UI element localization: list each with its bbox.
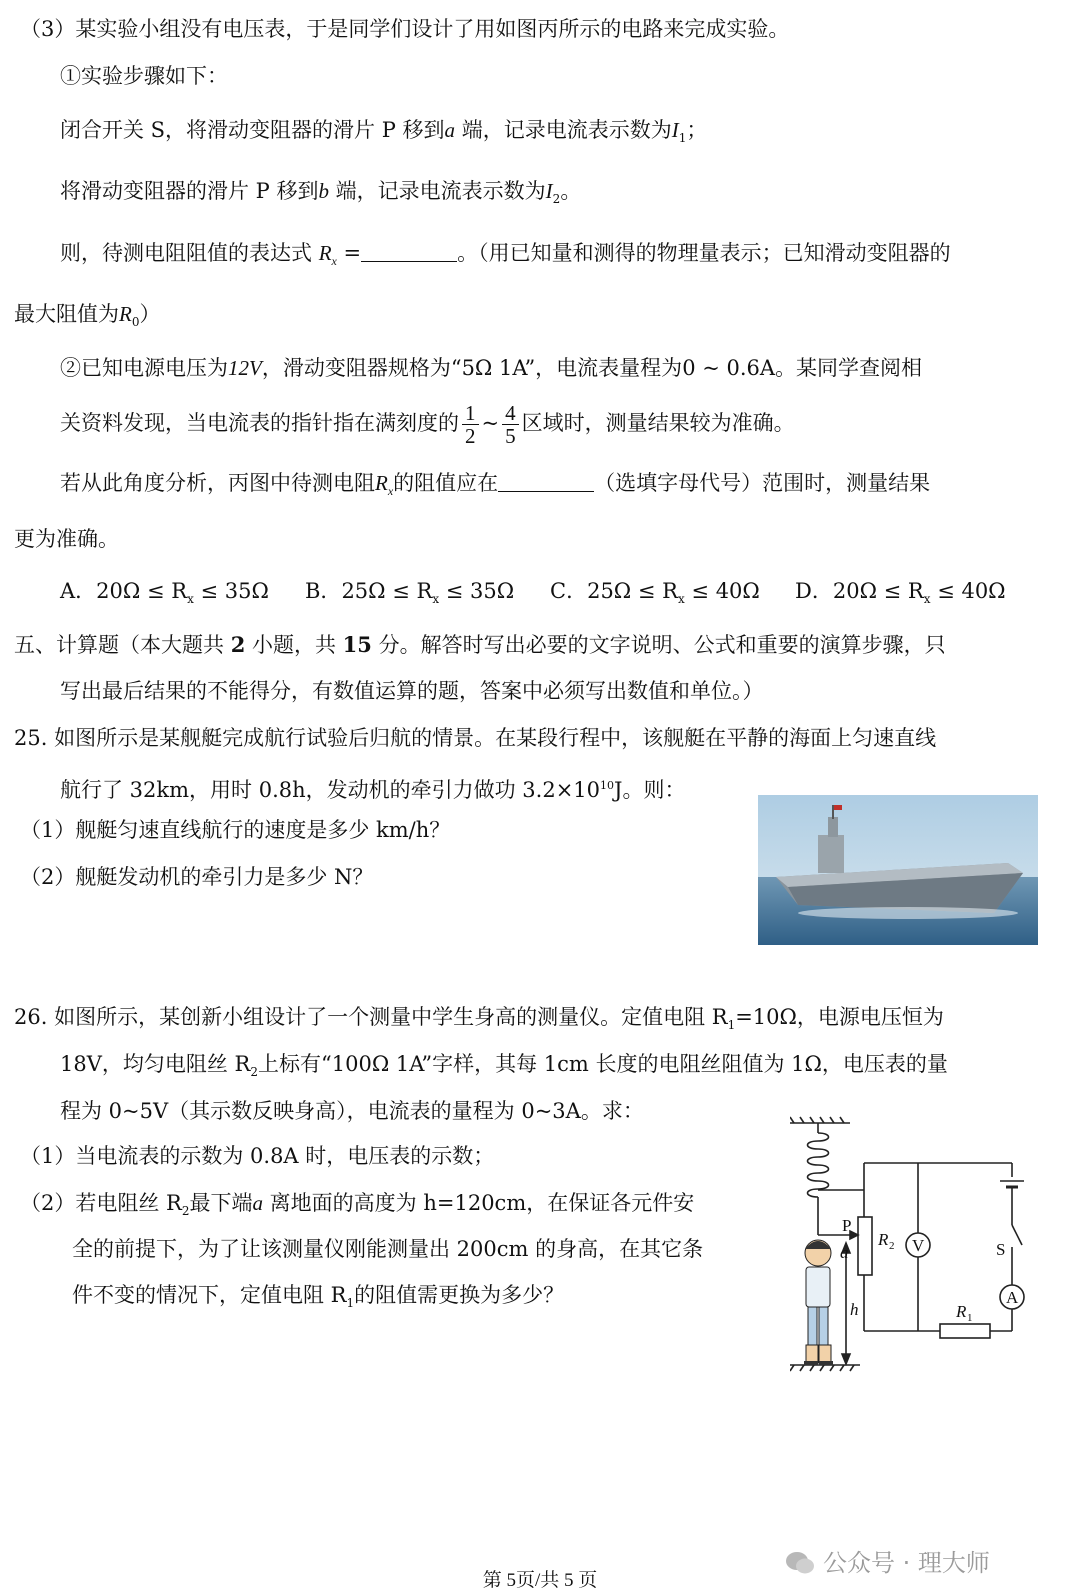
- aircraft-carrier-photo: [758, 795, 1038, 945]
- expression-line: 则，待测电阻阻值的表达式 $R_x$ = 。（用已知量和测得的物理量表示；已知滑动变阻器的: [60, 241, 951, 269]
- label-r2: R: [878, 1230, 889, 1249]
- steps-title: ①实验步骤如下：: [60, 64, 228, 88]
- q26-sub-2: （2）若电阻丝 $R_2$最下端a 离地面的高度为 h=120cm，在保证各元件安: [20, 1191, 695, 1219]
- label-a-meter: A: [1006, 1288, 1019, 1307]
- expression-line-2: 最大阻值为$R_0$）: [14, 302, 161, 330]
- answer-blank-1: [361, 241, 457, 262]
- option-d: D．$20\Omega \le R_x \le 40\Omega$: [795, 579, 1006, 607]
- step-2: 将滑动变阻器的滑片 P 移到b 端，记录电流表示数为$I_2$。: [60, 179, 582, 207]
- label-r2-sub: 2: [889, 1240, 895, 1252]
- section-5-heading-2: 写出最后结果的不能得分，有数值运算的题，答案中必须写出数值和单位。）: [60, 679, 764, 703]
- label-r1: R: [956, 1302, 967, 1321]
- q25-sub-2: （2）舰艇发动机的牵引力是多少 N？: [20, 865, 374, 889]
- label-h: h: [850, 1300, 859, 1319]
- option-c: C．$25\Omega \le R_x \le 40\Omega$: [550, 579, 760, 607]
- q26-line-3: 程为 0~5V（其示数反映身高），电流表的量程为 0~3A。求：: [60, 1099, 644, 1123]
- step-1: 闭合开关 S，将滑动变阻器的滑片 P 移到a 端，记录电流表示数为$I_1$；: [60, 118, 708, 146]
- label-s: S: [996, 1240, 1006, 1259]
- part-2-line-3: 若从此角度分析，丙图中待测电阻$R_x$的阻值应在 （选填字母代号）范围时，测量结果: [60, 471, 931, 499]
- label-a: a: [840, 1243, 849, 1262]
- q26-sub-2-line-2: 全的前提下，为了让该测量仪刚能测量出 200cm 的身高，在其它条: [72, 1237, 704, 1261]
- watermark: 公众号 · 理大师: [785, 1543, 990, 1578]
- q24-3-intro: （3）某实验小组没有电压表，于是同学们设计了用如图丙所示的电路来完成实验。: [20, 17, 790, 41]
- part-2-line-4: 更为准确。: [14, 527, 119, 551]
- label-p: P: [842, 1216, 852, 1235]
- q26-line-2: 18V，均匀电阻丝 $R_2$上标有“100Ω 1A”字样，其每 1cm 长度的电阻丝阻值为 1Ω，电压表的量: [60, 1052, 948, 1080]
- label-r1-sub: 1: [967, 1312, 973, 1324]
- q25-line-2: 航行了 32km，用时 0.8h，发动机的牵引力做功 $3.2\times 10^{10}J$。则：: [60, 778, 686, 802]
- fraction-one-half: $\frac{1}{2}$: [462, 402, 479, 447]
- option-a: A．$20\Omega \le R_x \le 35\Omega$: [60, 579, 269, 607]
- label-v: V: [912, 1236, 925, 1255]
- section-5-heading: 五、计算题（本大题共 2 小题，共 15 分。解答时写出必要的文字说明、公式和重要的演算步骤，只: [14, 632, 946, 657]
- q26-sub-2-line-3: 件不变的情况下，定值电阻 $R_1$的阻值需更换为多少？: [72, 1283, 565, 1311]
- part-2-line-1: ②已知电源电压为12V，滑动变阻器规格为“5Ω 1A”，电流表量程为0 ~ 0.6A。某同学查阅相: [60, 356, 923, 380]
- q26-line-1: 26. 如图所示，某创新小组设计了一个测量中学生身高的测量仪。定值电阻 $R_1=10\Omega$，电源电压恒为: [14, 1005, 944, 1033]
- answer-blank-2: [498, 471, 594, 492]
- student-figure: [804, 1240, 833, 1365]
- height-meter-circuit-diagram: [790, 1115, 1060, 1395]
- q25-line-1: 25. 如图所示是某舰艇完成航行试验后归航的情景。在某段行程中，该舰艇在平静的海面上匀速直线: [14, 726, 937, 750]
- fraction-four-fifths: $\frac{4}{5}$: [502, 402, 519, 447]
- q26-sub-1: （1）当电流表的示数为 0.8A 时，电压表的示数；: [20, 1144, 495, 1168]
- page-footer: 第 5页/共 5 页: [482, 1570, 598, 1591]
- q25-sub-1: （1）舰艇匀速直线航行的速度是多少 km/h？: [20, 818, 451, 842]
- part-2-line-2: 关资料发现，当电流表的指针指在满刻度的 $\frac{1}{2}$ ~ $\frac{4}{5}$ 区域时，测量结果较为准确。: [60, 401, 795, 448]
- option-b: B．$25\Omega \le R_x \le 35\Omega$: [305, 579, 515, 607]
